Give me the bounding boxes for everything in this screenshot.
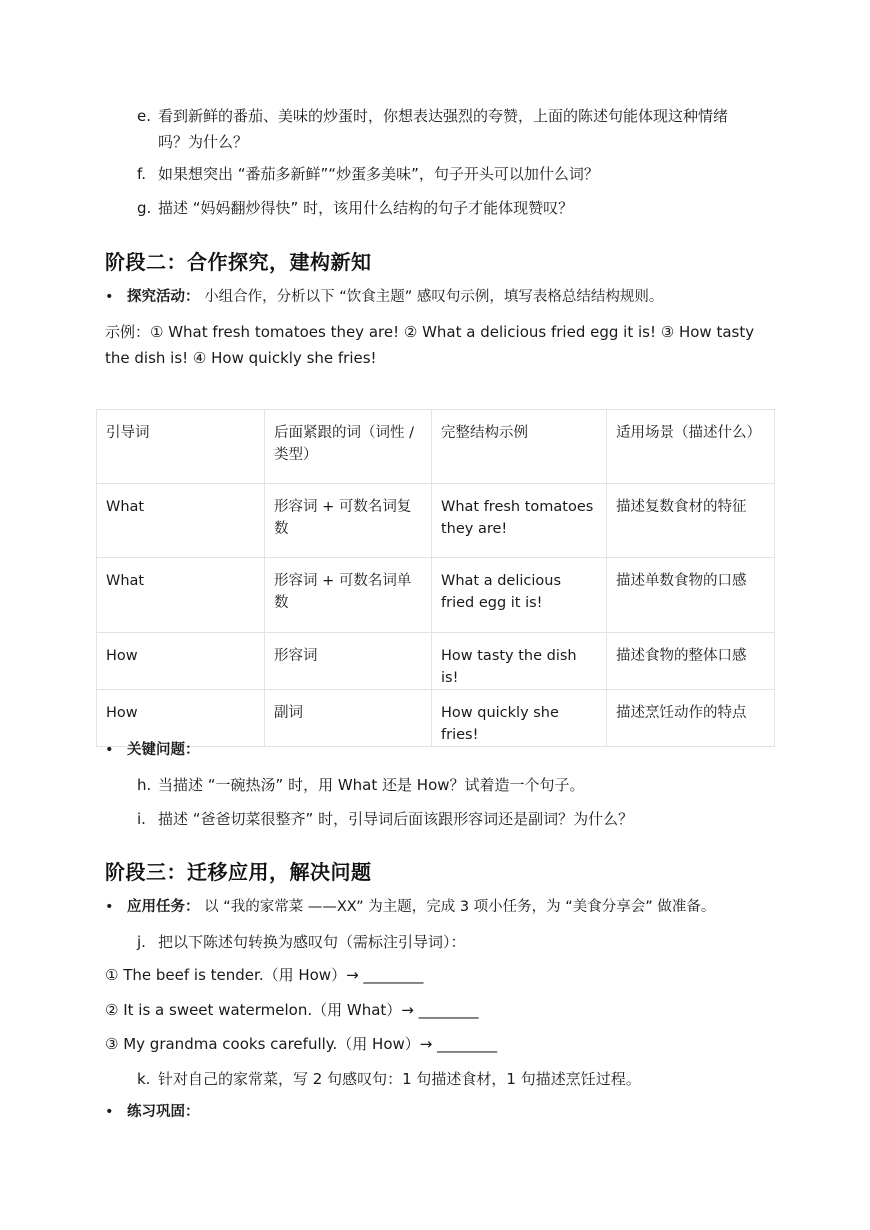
bullet-dot: • [105, 289, 114, 305]
table-cell: 形容词 + 可数名词复数 [265, 484, 432, 558]
stage3-heading-wrap [105, 856, 372, 885]
question-k [137, 1066, 641, 1092]
table-cell: 形容词 + 可数名词单数 [265, 558, 432, 633]
question-text-continued: 吗？为什么？ [158, 133, 249, 151]
table-row [97, 633, 775, 690]
bullet-dot: • [105, 899, 114, 915]
question-marker: f. [137, 165, 146, 183]
question-text: 看到新鲜的番茄、美味的炒蛋时，你想表达强烈的夸赞，上面的陈述句能体现这种情绪 [158, 107, 729, 125]
question-j [137, 929, 466, 955]
table-cell: 描述食物的整体口感 [607, 633, 775, 690]
question-marker: h. [137, 776, 152, 794]
question-marker: j. [137, 933, 146, 951]
table-cell: 描述复数食材的特征 [607, 484, 775, 558]
question-text: 如果想突出 “番茄多新鲜”“炒蛋多美味”，句子开头可以加什么词？ [158, 165, 599, 183]
stage2-heading-wrap [105, 246, 372, 275]
table-cell: 形容词 [265, 633, 432, 690]
table-cell: 副词 [265, 690, 432, 747]
bullet-dot: • [105, 1104, 114, 1120]
table-header-row [97, 410, 775, 484]
practice-label: 练习巩固： [127, 1104, 200, 1120]
task-bullet [105, 896, 715, 918]
exercise-2: ② It is a sweet watermelon.（用 What）→ ________ [105, 1001, 479, 1019]
table-header-cell: 适用场景（描述什么） [607, 410, 775, 484]
practice-bullet [105, 1101, 200, 1123]
table-cell: How [97, 690, 265, 747]
table-row [97, 690, 775, 747]
table-cell: How tasty the dish is! [432, 633, 607, 690]
exercise-3: ③ My grandma cooks carefully.（用 How）→ ________ [105, 1035, 498, 1053]
question-f [137, 161, 599, 187]
stage3-heading: 阶段三：迁移应用，解决问题 [105, 860, 372, 884]
table-cell: What [97, 484, 265, 558]
question-text: 针对自己的家常菜，写 2 句感叹句：1 句描述食材，1 句描述烹饪过程。 [158, 1070, 641, 1088]
question-text: 描述 “妈妈翻炒得快” 时，该用什么结构的句子才能体现赞叹？ [158, 199, 574, 217]
examples-paragraph: 示例：① What fresh tomatoes they are! ② What a delicious fried egg it is! ③ How tasty the dish is! ④ How quickly she fries! [105, 323, 755, 367]
question-text: 描述 “爸爸切菜很整齐” 时，引导词后面该跟形容词还是副词？为什么？ [158, 810, 634, 828]
stage2-heading: 阶段二：合作探究，建构新知 [105, 250, 372, 274]
table-cell: What fresh tomatoes they are! [432, 484, 607, 558]
task-text: 以 “我的家常菜 ——XX” 为主题，完成 3 项小任务，为 “美食分享会” 做准备。 [204, 899, 716, 915]
table-cell: What [97, 558, 265, 633]
table-cell: 描述单数食物的口感 [607, 558, 775, 633]
question-marker: k. [137, 1070, 151, 1088]
question-marker: e. [137, 107, 151, 125]
key-questions-bullet [105, 739, 200, 761]
key-questions-label: 关键问题： [127, 742, 200, 758]
question-text: 把以下陈述句转换为感叹句（需标注引导词）： [158, 933, 466, 951]
table-header-cell: 后面紧跟的词（词性 / 类型） [265, 410, 432, 484]
question-text: 当描述 “一碗热汤” 时，用 What 还是 How？试着造一个句子。 [158, 776, 585, 794]
structure-table [96, 409, 775, 747]
table-cell: 描述烹饪动作的特点 [607, 690, 775, 747]
question-marker: i. [137, 810, 146, 828]
question-marker: g. [137, 199, 152, 217]
question-h [137, 772, 585, 798]
task-label: 应用任务： [127, 899, 200, 915]
activity-bullet [105, 286, 663, 308]
activity-label: 探究活动： [127, 289, 200, 305]
question-g [137, 195, 573, 221]
table-row [97, 484, 775, 558]
exercise-1: ① The beef is tender.（用 How）→ ________ [105, 966, 424, 984]
bullet-dot: • [105, 742, 114, 758]
question-i [137, 806, 633, 832]
activity-text: 小组合作，分析以下 “饮食主题” 感叹句示例，填写表格总结结构规则。 [204, 289, 664, 305]
question-e [137, 103, 728, 155]
table-header-cell: 引导词 [97, 410, 265, 484]
table-cell: What a delicious fried egg it is! [432, 558, 607, 633]
table-cell: How [97, 633, 265, 690]
table-row [97, 558, 775, 633]
table-cell: How quickly she fries! [432, 690, 607, 747]
table-header-cell: 完整结构示例 [432, 410, 607, 484]
